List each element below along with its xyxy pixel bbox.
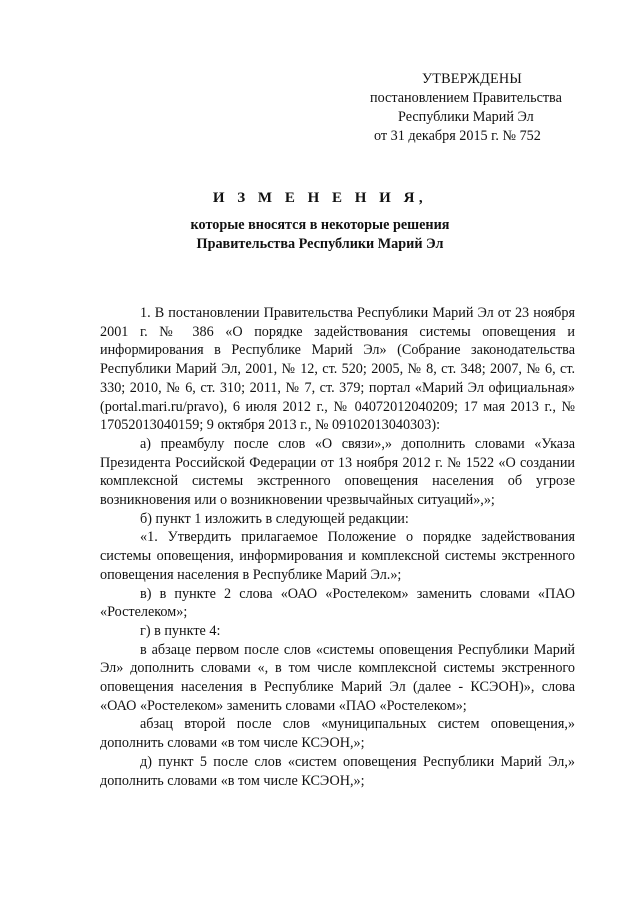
approval-line-1: постановлением Правительства [370, 90, 562, 106]
document-title: И З М Е Н Е Н И Я, [212, 190, 428, 206]
body-paragraph: 1. В постановлении Правительства Республики Марий Эл от 23 ноября 2001 г. № 386 «О порядке задействования системы оповещения и информирования в Республике Марий Эл» (Собрание законодательства Республики Марий Эл, 2001, № 12, ст. 520; 2005, № 8, ст. 348; 2007, № 6, ст. 330; 2010, № 6, ст. 310; 2011, № 7, ст. 379; портал «Марий Эл официальная» (portal.mari.ru/pravo), 6 июля 2012 г., № 04072012040209; 17 мая 2013 г., № 17052013040159; 9 октября 2013 г., № 09102013040303): [100, 305, 575, 434]
document-body [100, 304, 575, 790]
approval-line-3: от 31 декабря 2015 г. № 752 [374, 128, 541, 144]
document-subtitle [0, 216, 640, 254]
approval-stamp [370, 70, 610, 146]
body-paragraph: б) пункт 1 изложить в следующей редакции: [140, 510, 409, 527]
body-paragraph: в абзаце первом после слов «системы оповещения Республики Марий Эл» дополнить словами «, в том числе комплексной системы экстренного оповещения населения в Республике Марий Эл (далее - КСЭОН)», слова «ОАО «Ростелеком» заменить словами «ПАО «Ростелеком»; [100, 641, 575, 714]
document-subtitle-line-2: Правительства Республики Марий Эл [196, 236, 444, 252]
body-paragraph: д) пункт 5 после слов «систем оповещения Республики Марий Эл,» дополнить словами «в том числе КСЭОН,»; [100, 753, 575, 789]
approval-title: УТВЕРЖДЕНЫ [422, 71, 522, 87]
approval-line-2: Республики Марий Эл [398, 109, 534, 125]
body-paragraph: а) преамбулу после слов «О связи»,» дополнить словами «Указа Президента Российской Федерации от 13 ноября 2012 г. № 1522 «О создании комплексной системы экстренного оповещения населения об угрозе возникновения или о возникновении чрезвычайных ситуаций»,»; [100, 435, 575, 509]
document-subtitle-line-1: которые вносятся в некоторые решения [190, 217, 450, 233]
body-paragraph: г) в пункте 4: [140, 622, 221, 639]
body-paragraph: в) в пункте 2 слова «ОАО «Ростелеком» заменить словами «ПАО «Ростелеком»; [100, 585, 575, 621]
body-paragraph: «1. Утвердить прилагаемое Положение о порядке задействования системы оповещения, информирования и комплексной системы экстренного оповещения населения в Республике Марий Эл.»; [100, 529, 575, 583]
body-paragraph: абзац второй после слов «муниципальных систем оповещения,» дополнить словами «в том числе КСЭОН,»; [100, 716, 575, 752]
